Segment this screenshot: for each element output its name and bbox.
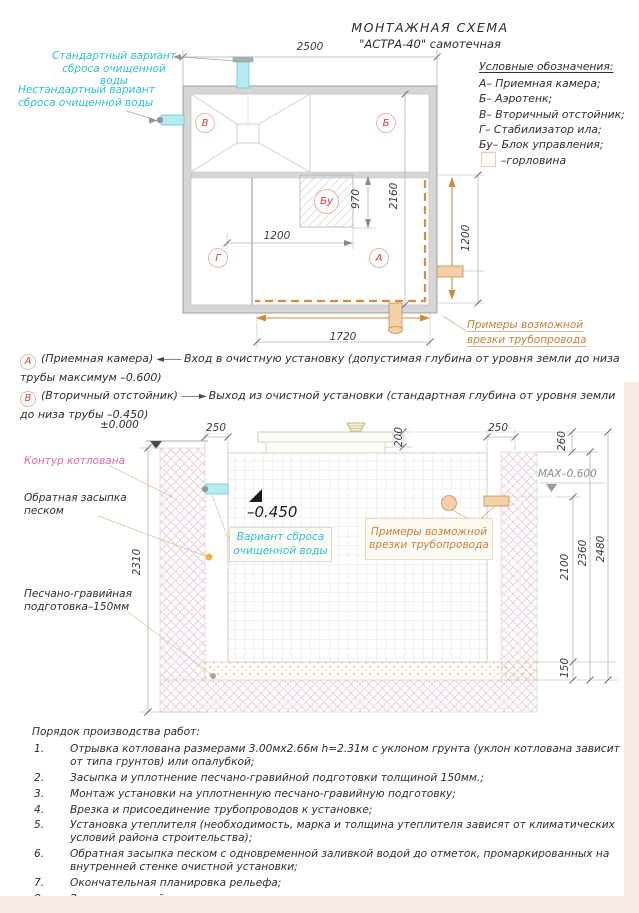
work-item-text: Врезка и присоединение трубопроводов к установке; (70, 803, 373, 816)
section-dim-2480-label: 2480 (595, 535, 607, 563)
compartment-g-badge: Г (208, 248, 228, 268)
pipe-insert-box-section: Примеры возможной врезки трубопровода (365, 518, 493, 560)
work-item-num: 2. (34, 772, 45, 785)
section-dim-260-label: 260 (556, 430, 568, 452)
legend-item: Г– Стабилизатор ила; (479, 122, 602, 136)
work-item-text: Окончательная планировка рельефа; (70, 877, 282, 890)
nonstandard-discharge-label: Нестандартный вариант сброса очищенной воды (18, 84, 155, 109)
inlet-arrow-icon: ◄—— (156, 354, 181, 365)
work-item-text: Обратная засыпка песком с одновременной заливкой водой до отметок, промаркированных на внутренней стенке очистной установки; (70, 848, 610, 874)
work-item-num: 6. (34, 848, 45, 861)
legend-item: Бу– Блок управления; (479, 138, 604, 152)
outlet-arrow-icon: ——► (180, 391, 206, 403)
work-item-num: 7. (34, 877, 45, 890)
legend-item: В– Вторичный отстойник; (479, 107, 625, 121)
outlet-note-name: (Вторичный отстойник) (41, 389, 178, 403)
page-edge-right (624, 382, 639, 913)
compartment-a-badge: А (369, 248, 389, 268)
io-notes (20, 351, 628, 426)
section-dim-200-label: 200 (393, 426, 405, 448)
legend-heading: Условные обозначения: (479, 60, 614, 73)
inlet-note-badge: А (20, 354, 36, 370)
work-item (32, 772, 622, 785)
section-dim-2360-label: 2360 (577, 539, 589, 567)
gravel-base-label: Песчано-гравийная подготовка–150мм (24, 588, 132, 613)
outlet-note (20, 388, 628, 422)
compartment-b-badge: Б (376, 113, 396, 133)
compartment-v-badge: В (195, 113, 215, 133)
legend-item: Б– Аэротенк; (479, 92, 553, 106)
section-dim-2310-label: 2310 (131, 548, 143, 576)
outlet-note-badge: В (20, 391, 36, 407)
work-order-heading: Порядок производства работ: (32, 726, 200, 738)
legend-item: А– Приемная камера; (479, 77, 601, 91)
plan-dim-1200-label: 1200 (263, 230, 291, 242)
legend-item-neck (479, 152, 637, 168)
plan-dim-970-label: 970 (350, 188, 362, 210)
work-item-text: Установка утеплителя (необходимость, марка и толщина утеплителя зависят от климатических условий района строительства); (70, 819, 615, 845)
sheet-title: МОНТАЖНАЯ СХЕМА (351, 20, 509, 35)
plan-dim-1200v-label: 1200 (460, 224, 472, 252)
level-max-label: MAX–0.600 (538, 468, 597, 480)
work-item (32, 804, 622, 817)
outlet-note-text: Выход из очистной установки (стандартная глубина от уровня земли до низа трубы –0.450) (20, 389, 616, 421)
plan-dim-2500-label: 2500 (296, 41, 324, 53)
work-item-text: Монтаж установки на уплотненную песчано-гравийную подготовку; (70, 787, 456, 800)
pipe-insert-note-plan: Примеры возможной врезки трубопровода (467, 319, 587, 346)
work-item-num: 3. (34, 787, 45, 800)
section-dim-250l-label: 250 (205, 422, 227, 434)
work-item (32, 819, 622, 845)
level-outlet-label: –0.450 (247, 503, 298, 521)
level-zero-label: ±0.000 (100, 419, 139, 431)
section-dim-2100-label: 2100 (559, 553, 571, 581)
section-dim-150-label: 150 (559, 657, 571, 679)
work-item (32, 848, 622, 874)
work-order-list (32, 726, 622, 908)
page-edge-bottom (0, 896, 639, 913)
work-item-num: 4. (34, 803, 45, 816)
work-item-text: Отрывка котлована размерами 3.00мх2.66м h=2.31м с уклоном грунта (уклон котлована зависит от типа грунтов) или опалубкой; (70, 743, 620, 769)
work-item (32, 788, 622, 801)
sand-backfill-label: Обратная засыпка песком (24, 492, 127, 517)
plan-dim-2160-label: 2160 (388, 182, 400, 210)
work-item-num: 5. (34, 819, 45, 832)
inlet-note-text: Вход в очистную установку (допустимая глубина от уровня земли до низа трубы максимум –0.600) (20, 352, 620, 384)
work-item (32, 877, 622, 890)
legend (479, 59, 637, 168)
work-item (32, 743, 622, 769)
discharge-option-box: Вариант сброса очищенной воды (229, 527, 332, 562)
plan-dim-2500 (180, 50, 441, 86)
standard-discharge-label: Стандартный вариант сброса очищенной воды (51, 50, 177, 87)
pit-contour-label: Контур котлована (24, 455, 126, 467)
sheet-subtitle: "АСТРА-40" самотечная (359, 37, 501, 51)
work-item-num: 1. (34, 743, 45, 756)
plan-dim-1720-label: 1720 (329, 331, 357, 343)
work-item-text: Засыпка и уплотнение песчано-гравийной подготовки толщиной 150мм.; (70, 772, 484, 785)
legend-item-neck-label: –горловина (501, 154, 567, 168)
inlet-note (20, 351, 628, 385)
inlet-note-name: (Приемная камера) (41, 352, 154, 365)
section-dim-250r-label: 250 (487, 422, 509, 434)
neck-square-icon (481, 152, 496, 167)
compartment-bu-badge: Бу (314, 189, 339, 214)
